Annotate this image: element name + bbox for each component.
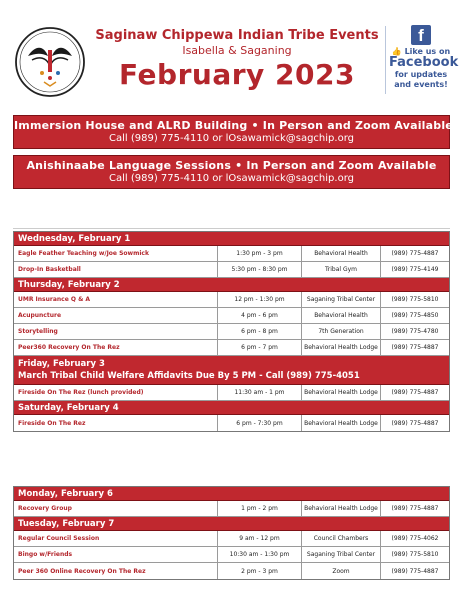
event-time: 4 pm - 6 pm	[218, 308, 302, 323]
page-title: Saginaw Chippewa Indian Tribe Events	[95, 28, 379, 43]
banner-title: Anishinaabe Language Sessions • In Person and Zoom Available	[26, 159, 437, 172]
day-heading-text: Tuesday, February 7	[18, 519, 115, 529]
day-heading	[14, 517, 449, 531]
event-name: Regular Council Session	[14, 531, 218, 546]
event-time: 11:30 am - 1 pm	[218, 385, 302, 400]
event-phone: (989) 775-4887	[391, 567, 439, 575]
event-time: 9 am - 12 pm	[218, 531, 302, 546]
event-time: 6 pm - 8 pm	[218, 324, 302, 339]
event-time: 1:30 pm - 3 pm	[218, 246, 302, 261]
day-heading-text: Friday, February 3	[18, 359, 105, 369]
event-phone: (989) 775-4887	[391, 389, 439, 396]
divider	[13, 228, 450, 229]
event-phone: (989) 775-4062	[391, 535, 439, 542]
event-phone: (989) 775-4149	[391, 266, 439, 273]
day-heading-text: Thursday, February 2	[18, 280, 120, 290]
event-location: Behavioral Health	[302, 246, 381, 261]
banner-contact: Call (989) 775-4110 or lOsawamick@sagchip.org	[109, 133, 354, 144]
facebook-tagline-1: for updates	[394, 70, 448, 79]
event-name: Fireside On The Rez	[14, 415, 218, 431]
event-time: 5:30 pm - 8:30 pm	[218, 262, 302, 277]
event-phone: (989) 775-4887	[391, 505, 439, 512]
event-phone: (989) 775-4780	[391, 328, 439, 335]
event-name: Storytelling	[14, 324, 218, 339]
facebook-like-text: Like us on	[404, 47, 451, 56]
event-name: Eagle Feather Teaching w/Joe Sowmick	[14, 246, 218, 261]
event-location: Behavioral Health	[302, 308, 381, 323]
header-divider	[385, 26, 386, 94]
event-location: Saganing Tribal Center	[302, 292, 381, 307]
event-location: Saganing Tribal Center	[302, 547, 381, 562]
event-row	[14, 340, 449, 356]
event-time: 10:30 am - 1:30 pm	[218, 547, 302, 562]
event-phone: (989) 775-5810	[391, 296, 439, 303]
event-location: Behavioral Health Lodge	[302, 501, 381, 516]
banner-language	[13, 155, 450, 189]
event-time: 1 pm - 2 pm	[218, 501, 302, 516]
event-name: Bingo w/Friends	[14, 547, 218, 562]
schedule-week-2	[13, 486, 450, 580]
event-time: 6 pm - 7 pm	[218, 340, 302, 355]
tribe-logo	[14, 26, 86, 98]
facebook-promo[interactable]	[389, 25, 459, 90]
banner-immersion	[13, 115, 453, 149]
event-row	[14, 308, 449, 324]
event-row	[14, 324, 449, 340]
banner-contact: Call (989) 775-4110 or lOsawamick@sagchip.org	[109, 173, 354, 184]
event-row	[14, 501, 449, 517]
event-row	[14, 563, 449, 579]
day-heading-text: Monday, February 6	[18, 489, 113, 499]
day-heading	[14, 487, 449, 501]
event-row	[14, 385, 449, 401]
day-notice-text: March Tribal Child Welfare Affidavits Due By 5 PM - Call (989) 775-4051	[18, 371, 360, 381]
event-row	[14, 415, 449, 431]
event-location: Behavioral Health Lodge	[302, 340, 381, 355]
thumbs-up-icon: 👍	[391, 47, 402, 56]
event-name: Recovery Group	[14, 501, 218, 516]
event-phone: (989) 775-4887	[391, 344, 439, 351]
day-heading	[14, 401, 449, 415]
facebook-icon: f	[411, 25, 431, 45]
event-name: Drop-In Basketball	[14, 262, 218, 277]
event-phone: (989) 775-5810	[391, 551, 439, 558]
event-row	[14, 246, 449, 262]
month-title: February 2023	[119, 58, 355, 91]
event-name: Peer 360 Online Recovery On The Rez	[14, 563, 218, 579]
day-heading-text: Saturday, February 4	[18, 403, 119, 413]
event-phone: (989) 775-4887	[391, 419, 439, 427]
event-location: Council Chambers	[302, 531, 381, 546]
event-location: Tribal Gym	[302, 262, 381, 277]
event-time: 2 pm - 3 pm	[218, 563, 302, 579]
event-time: 12 pm - 1:30 pm	[218, 292, 302, 307]
event-location: Behavioral Health Lodge	[302, 415, 381, 431]
event-location: 7th Generation	[302, 324, 381, 339]
event-name: Peer360 Recovery On The Rez	[14, 340, 218, 355]
day-heading-text: Wednesday, February 1	[18, 234, 131, 244]
facebook-tagline-2: and events!	[394, 80, 448, 89]
schedule-week-1	[13, 231, 450, 432]
event-name: Fireside On The Rez (lunch provided)	[14, 385, 218, 400]
day-heading	[14, 356, 449, 385]
event-phone: (989) 775-4887	[391, 250, 439, 257]
event-time: 6 pm - 7:30 pm	[218, 415, 302, 431]
page-subtitle: Isabella & Saganing	[182, 44, 292, 57]
day-heading	[14, 232, 449, 246]
facebook-name: Facebook	[389, 55, 459, 70]
event-name: UMR Insurance Q & A	[14, 292, 218, 307]
day-heading	[14, 278, 449, 292]
event-row	[14, 547, 449, 563]
event-row	[14, 292, 449, 308]
banner-title: Immersion House and ALRD Building • In Person and Zoom Available	[14, 119, 453, 132]
event-location: Behavioral Health Lodge	[302, 385, 381, 400]
event-row	[14, 531, 449, 547]
event-row	[14, 262, 449, 278]
event-phone: (989) 775-4850	[391, 312, 439, 319]
event-location: Zoom	[302, 563, 381, 579]
event-name: Acupuncture	[14, 308, 218, 323]
